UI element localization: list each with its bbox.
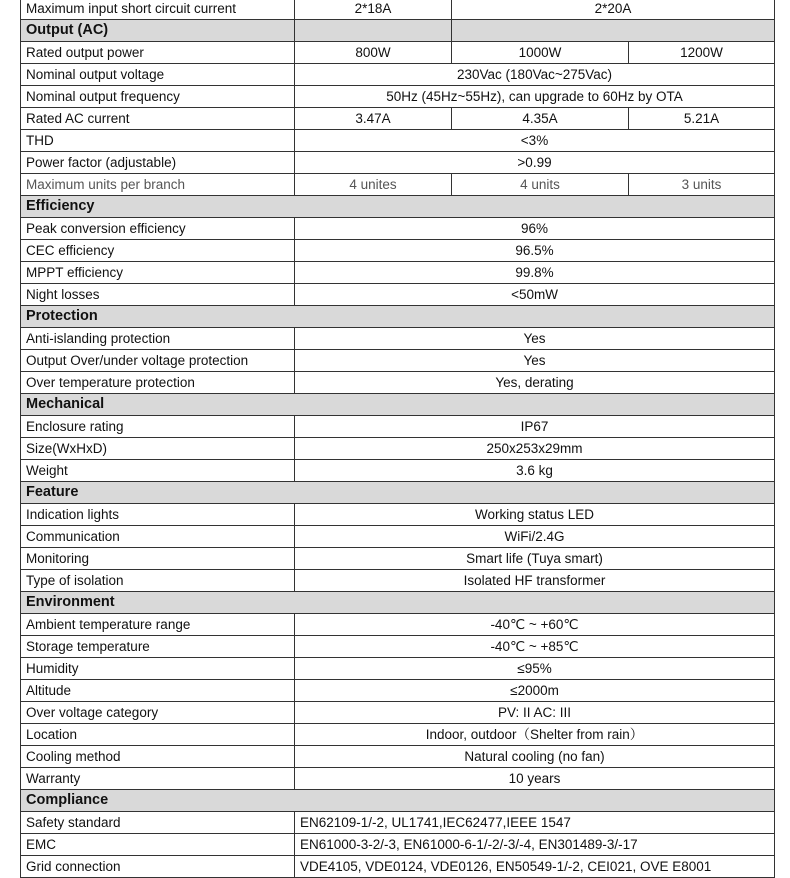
spec-value: 1000W [452,42,629,64]
spec-row [21,372,775,394]
spec-value: EN62109-1/-2, UL1741,IEC62477,IEEE 1547 [295,812,775,834]
spec-value: Natural cooling (no fan) [295,746,775,768]
spec-row [21,86,775,108]
spec-row [21,350,775,372]
spec-value: 5.21A [629,108,775,130]
section-title: Environment [21,592,775,614]
spec-row [21,438,775,460]
spec-value: 3.47A [295,108,452,130]
spec-value: Working status LED [295,504,775,526]
spec-row [21,658,775,680]
spec-value: Yes, derating [295,372,775,394]
section-title: Feature [21,482,775,504]
spec-row [21,240,775,262]
spec-row [21,636,775,658]
spec-value: Yes [295,350,775,372]
spec-value: VDE4105, VDE0124, VDE0126, EN50549-1/-2, CEI021, OVE E8001 [295,856,775,878]
spec-label: Enclosure rating [21,416,295,438]
spec-row [21,328,775,350]
spec-label: Storage temperature [21,636,295,658]
spec-value: ≤95% [295,658,775,680]
spec-label: Communication [21,526,295,548]
section-blank-cell [295,20,452,42]
spec-row [21,262,775,284]
spec-row [21,174,775,196]
section-header-row [21,196,775,218]
spec-label: Nominal output voltage [21,64,295,86]
section-header-row [21,790,775,812]
spec-value: 99.8% [295,262,775,284]
section-title: Efficiency [21,196,775,218]
spec-table [20,0,775,878]
spec-value: >0.99 [295,152,775,174]
spec-label: MPPT efficiency [21,262,295,284]
spec-value: -40℃ ~ +85℃ [295,636,775,658]
spec-label: EMC [21,834,295,856]
spec-label: Humidity [21,658,295,680]
spec-label: THD [21,130,295,152]
spec-row [21,108,775,130]
spec-label: Warranty [21,768,295,790]
spec-label: Rated output power [21,42,295,64]
spec-row [21,64,775,86]
spec-label: Weight [21,460,295,482]
spec-label: Maximum input short circuit current [21,0,295,20]
spec-value: Yes [295,328,775,350]
spec-row [21,416,775,438]
spec-value: <3% [295,130,775,152]
spec-row [21,42,775,64]
spec-label: Grid connection [21,856,295,878]
spec-label: Output Over/under voltage protection [21,350,295,372]
spec-label: Night losses [21,284,295,306]
section-header-row [21,394,775,416]
spec-row [21,152,775,174]
spec-row [21,548,775,570]
spec-label: Indication lights [21,504,295,526]
spec-value: WiFi/2.4G [295,526,775,548]
spec-row [21,130,775,152]
section-header-row [21,482,775,504]
spec-label: CEC efficiency [21,240,295,262]
section-blank-cell [452,20,775,42]
spec-label: Altitude [21,680,295,702]
spec-label: Over voltage category [21,702,295,724]
spec-label: Cooling method [21,746,295,768]
spec-label: Anti-islanding protection [21,328,295,350]
spec-label: Rated AC current [21,108,295,130]
spec-label: Type of isolation [21,570,295,592]
spec-row [21,724,775,746]
spec-row [21,768,775,790]
spec-label: Peak conversion efficiency [21,218,295,240]
section-header-row [21,592,775,614]
spec-row [21,504,775,526]
spec-row [21,460,775,482]
spec-label: Ambient temperature range [21,614,295,636]
section-title: Compliance [21,790,775,812]
spec-value: 1200W [629,42,775,64]
spec-row [21,0,775,20]
spec-table-body [21,0,775,878]
spec-value: <50mW [295,284,775,306]
section-title: Protection [21,306,775,328]
section-title: Output (AC) [21,20,295,42]
spec-value: Smart life (Tuya smart) [295,548,775,570]
spec-label: Monitoring [21,548,295,570]
spec-row [21,218,775,240]
spec-row [21,680,775,702]
spec-row [21,702,775,724]
spec-value: -40℃ ~ +60℃ [295,614,775,636]
section-header-row [21,306,775,328]
spec-label: Maximum units per branch [21,174,295,196]
spec-row [21,570,775,592]
spec-value: PV: II AC: III [295,702,775,724]
spec-row [21,614,775,636]
spec-value: 50Hz (45Hz~55Hz), can upgrade to 60Hz by OTA [295,86,775,108]
spec-value: 4 units [452,174,629,196]
spec-value: 230Vac (180Vac~275Vac) [295,64,775,86]
spec-row [21,812,775,834]
spec-value: ≤2000m [295,680,775,702]
spec-value: 96% [295,218,775,240]
spec-row [21,834,775,856]
spec-value: 250x253x29mm [295,438,775,460]
spec-label: Safety standard [21,812,295,834]
spec-value: 800W [295,42,452,64]
spec-value: Isolated HF transformer [295,570,775,592]
spec-label: Location [21,724,295,746]
spec-value: 4.35A [452,108,629,130]
spec-value: IP67 [295,416,775,438]
spec-value: 4 unites [295,174,452,196]
spec-row [21,856,775,878]
spec-value: 96.5% [295,240,775,262]
spec-label: Size(WxHxD) [21,438,295,460]
spec-value: Indoor, outdoor（Shelter from rain） [295,724,775,746]
section-title: Mechanical [21,394,775,416]
spec-row [21,746,775,768]
spec-value: 3 units [629,174,775,196]
spec-label: Nominal output frequency [21,86,295,108]
spec-row [21,284,775,306]
spec-value: 2*20A [452,0,775,20]
spec-label: Power factor (adjustable) [21,152,295,174]
spec-value: 10 years [295,768,775,790]
spec-label: Over temperature protection [21,372,295,394]
spec-value: 3.6 kg [295,460,775,482]
spec-value: EN61000-3-2/-3, EN61000-6-1/-2/-3/-4, EN301489-3/-17 [295,834,775,856]
spec-row [21,526,775,548]
section-header-row [21,20,775,42]
spec-value: 2*18A [295,0,452,20]
